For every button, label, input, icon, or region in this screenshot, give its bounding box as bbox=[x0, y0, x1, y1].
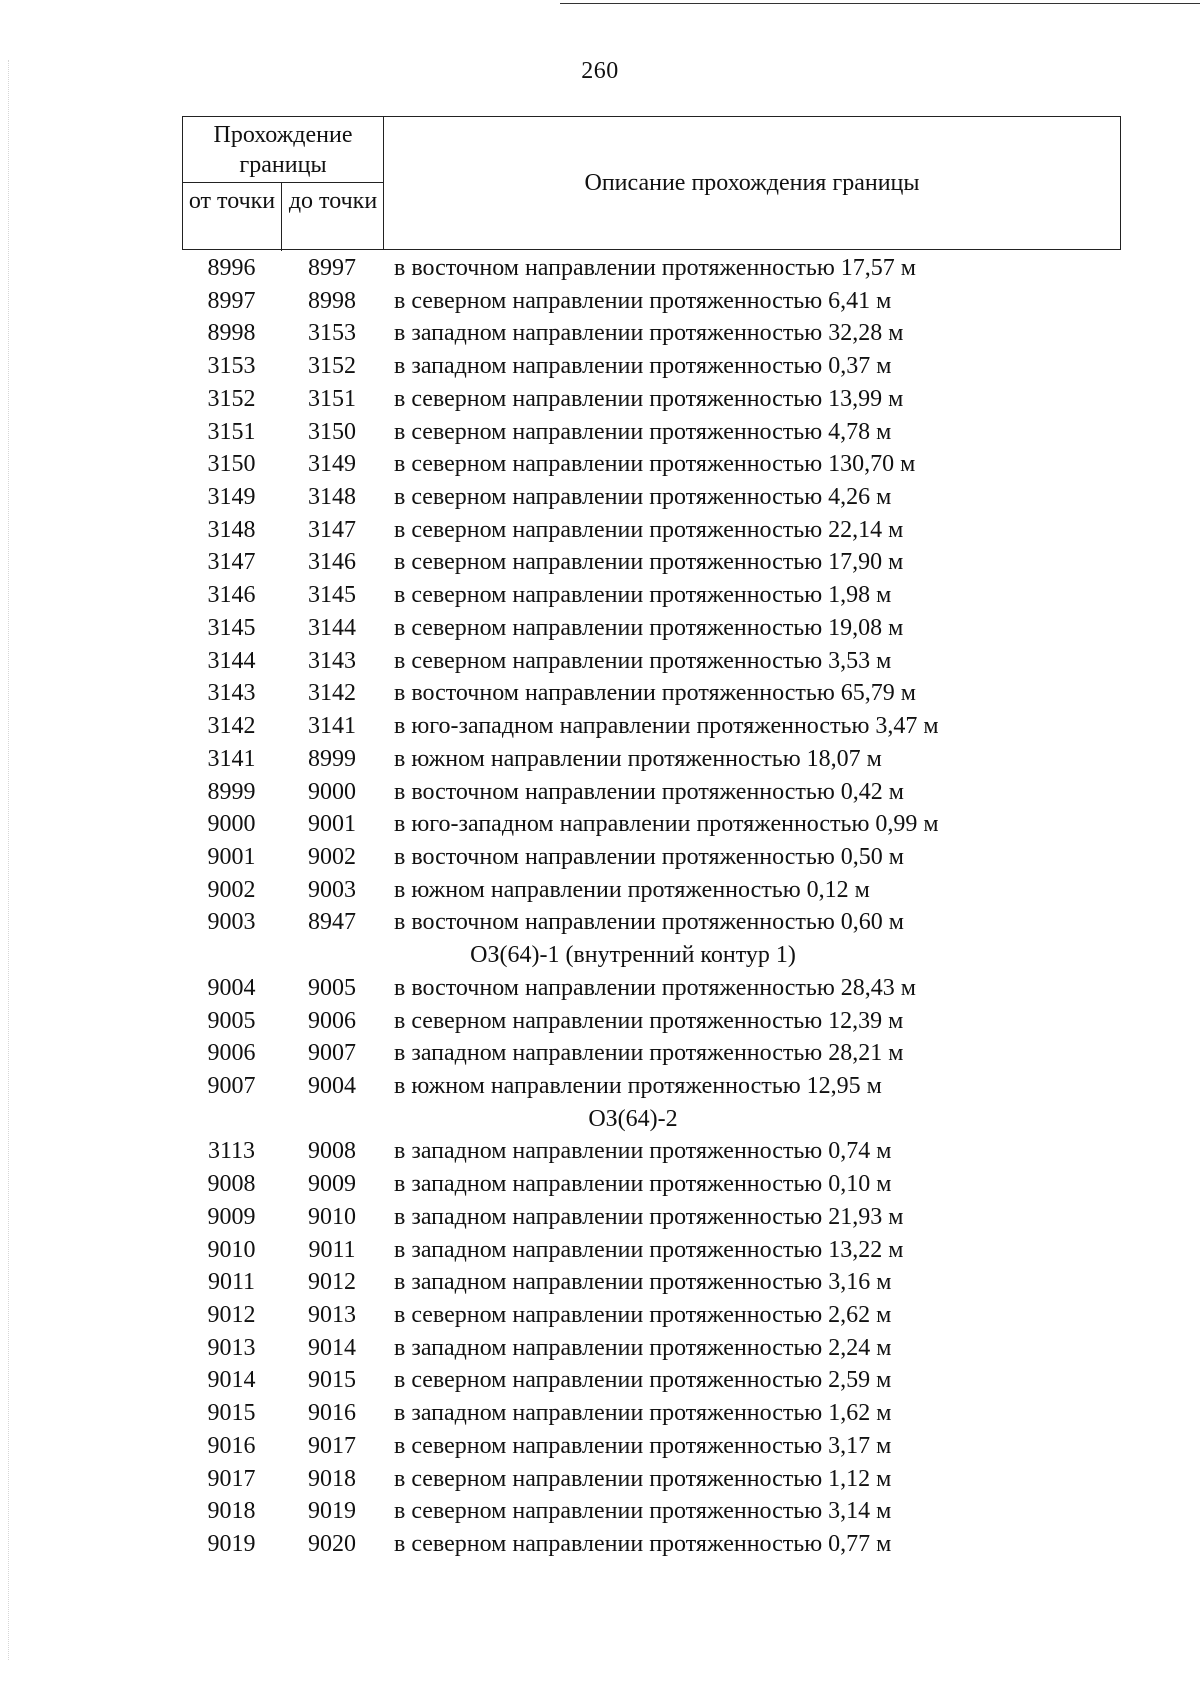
table-row bbox=[0, 1201, 1200, 1234]
to-point-cell: 3143 bbox=[308, 647, 356, 674]
table-row bbox=[0, 252, 1200, 285]
to-point-cell: 9019 bbox=[308, 1498, 356, 1525]
from-point-cell: 3148 bbox=[207, 516, 256, 543]
table-row bbox=[0, 1463, 1200, 1496]
section-title: ОЗ(64)-1 (внутренний контур 1) bbox=[470, 942, 796, 969]
description-cell: в северном направлении протяженностью 4,26 м bbox=[394, 484, 892, 511]
table-row bbox=[0, 645, 1200, 678]
table-row bbox=[0, 743, 1200, 776]
header-from-point: от точки bbox=[183, 183, 282, 251]
description-cell: в западном направлении протяженностью 2,24 м bbox=[394, 1334, 892, 1361]
table-row bbox=[0, 1397, 1200, 1430]
table-row bbox=[0, 1135, 1200, 1168]
to-point-cell: 9008 bbox=[308, 1138, 356, 1165]
to-point-cell: 3147 bbox=[308, 516, 356, 543]
from-point-cell: 3146 bbox=[207, 582, 256, 609]
table-row bbox=[0, 317, 1200, 350]
description-cell: в южном направлении протяженностью 18,07 м bbox=[394, 745, 882, 772]
from-point-cell: 3149 bbox=[207, 484, 256, 511]
table-row bbox=[0, 350, 1200, 383]
to-point-cell: 9013 bbox=[308, 1302, 356, 1328]
description-cell: в западном направлении протяженностью 1,62 м bbox=[394, 1400, 892, 1427]
to-point-cell: 3151 bbox=[308, 385, 356, 412]
description-cell: в восточном направлении протяженностью 17,57 м bbox=[394, 255, 916, 281]
from-point-cell: 9014 bbox=[207, 1367, 256, 1394]
table-row bbox=[0, 1528, 1200, 1561]
to-point-cell: 9016 bbox=[308, 1400, 356, 1427]
table-row bbox=[0, 383, 1200, 416]
table-row bbox=[0, 841, 1200, 874]
description-cell: в восточном направлении протяженностью 0,60 м bbox=[394, 909, 904, 936]
to-point-cell: 9002 bbox=[308, 843, 356, 870]
table-row bbox=[0, 972, 1200, 1005]
table-row bbox=[0, 808, 1200, 841]
to-point-cell: 3142 bbox=[308, 680, 356, 707]
from-point-cell: 9018 bbox=[207, 1498, 256, 1525]
description-cell: в восточном направлении протяженностью 0,50 м bbox=[394, 843, 904, 870]
from-point-cell: 3150 bbox=[207, 451, 256, 478]
from-point-cell: 9009 bbox=[207, 1203, 256, 1230]
to-point-cell: 8998 bbox=[308, 287, 356, 314]
to-point-cell: 9018 bbox=[308, 1465, 356, 1492]
from-point-cell: 3142 bbox=[207, 713, 256, 740]
description-cell: в южном направлении протяженностью 0,12 м bbox=[394, 876, 870, 903]
to-point-cell: 3144 bbox=[308, 614, 356, 641]
description-cell: в северном направлении протяженностью 3,53 м bbox=[394, 647, 892, 674]
from-point-cell: 9012 bbox=[207, 1302, 256, 1328]
from-point-cell: 9006 bbox=[207, 1040, 256, 1067]
table-row bbox=[0, 1299, 1200, 1332]
to-point-cell: 9006 bbox=[308, 1007, 356, 1034]
from-point-cell: 9017 bbox=[207, 1465, 256, 1492]
from-point-cell: 9002 bbox=[207, 876, 256, 903]
description-cell: в северном направлении протяженностью 22,14 м bbox=[394, 516, 904, 543]
from-point-cell: 3153 bbox=[207, 353, 256, 380]
table-row bbox=[0, 612, 1200, 645]
to-point-cell: 9012 bbox=[308, 1269, 356, 1296]
table-row bbox=[0, 1430, 1200, 1463]
table-row bbox=[0, 1037, 1200, 1070]
to-point-cell: 9007 bbox=[308, 1040, 356, 1067]
header-passage-label: Прохождение границы bbox=[183, 117, 383, 183]
table-row bbox=[0, 514, 1200, 547]
description-cell: в восточном направлении протяженностью 28,43 м bbox=[394, 974, 916, 1001]
description-cell: в западном направлении протяженностью 0,74 м bbox=[394, 1138, 892, 1165]
to-point-cell: 9001 bbox=[308, 811, 356, 838]
from-point-cell: 3145 bbox=[207, 614, 256, 641]
description-cell: в северном направлении протяженностью 2,59 м bbox=[394, 1367, 892, 1394]
from-point-cell: 3151 bbox=[207, 418, 256, 445]
to-point-cell: 8947 bbox=[308, 909, 356, 936]
section-heading-row bbox=[0, 939, 1200, 972]
from-point-cell: 3147 bbox=[207, 549, 256, 576]
from-point-cell: 9013 bbox=[207, 1334, 256, 1361]
boundary-table-body bbox=[0, 252, 1200, 1561]
table-row bbox=[0, 1168, 1200, 1201]
from-point-cell: 9007 bbox=[207, 1072, 256, 1099]
table-row bbox=[0, 677, 1200, 710]
to-point-cell: 3145 bbox=[308, 582, 356, 609]
description-cell: в северном направлении протяженностью 12,39 м bbox=[394, 1007, 904, 1034]
page-number: 260 bbox=[581, 58, 619, 84]
description-cell: в северном направлении протяженностью 2,62 м bbox=[394, 1302, 892, 1328]
table-row bbox=[0, 1364, 1200, 1397]
description-cell: в северном направлении протяженностью 3,17 м bbox=[394, 1432, 892, 1459]
to-point-cell: 3149 bbox=[308, 451, 356, 478]
to-point-cell: 9010 bbox=[308, 1203, 356, 1230]
table-header bbox=[182, 116, 1121, 250]
table-row bbox=[0, 710, 1200, 743]
from-point-cell: 9008 bbox=[207, 1171, 256, 1198]
table-row bbox=[0, 285, 1200, 318]
to-point-cell: 3152 bbox=[308, 353, 356, 380]
description-cell: в западном направлении протяженностью 0,10 м bbox=[394, 1171, 892, 1198]
from-point-cell: 3152 bbox=[207, 385, 256, 412]
table-row bbox=[0, 448, 1200, 481]
from-point-cell: 9000 bbox=[207, 811, 256, 838]
description-cell: в западном направлении протяженностью 21,93 м bbox=[394, 1203, 904, 1230]
description-cell: в западном направлении протяженностью 0,37 м bbox=[394, 353, 892, 380]
from-point-cell: 9001 bbox=[207, 843, 256, 870]
description-cell: в юго-западном направлении протяженностью 3,47 м bbox=[394, 713, 939, 740]
to-point-cell: 9003 bbox=[308, 876, 356, 903]
from-point-cell: 8996 bbox=[207, 255, 256, 281]
description-cell: в северном направлении протяженностью 17,90 м bbox=[394, 549, 904, 576]
section-heading-row bbox=[0, 1103, 1200, 1136]
from-point-cell: 3143 bbox=[207, 680, 256, 707]
from-point-cell: 9004 bbox=[207, 974, 256, 1001]
from-point-cell: 9016 bbox=[207, 1432, 256, 1459]
from-point-cell: 3113 bbox=[207, 1138, 256, 1165]
to-point-cell: 9009 bbox=[308, 1171, 356, 1198]
to-point-cell: 3153 bbox=[308, 320, 356, 347]
table-row bbox=[0, 776, 1200, 809]
scan-top-rule bbox=[560, 3, 1200, 4]
to-point-cell: 9005 bbox=[308, 974, 356, 1001]
table-row bbox=[0, 1070, 1200, 1103]
description-cell: в северном направлении протяженностью 1,12 м bbox=[394, 1465, 892, 1492]
table-row bbox=[0, 416, 1200, 449]
table-row bbox=[0, 874, 1200, 907]
section-title: ОЗ(64)-2 bbox=[588, 1105, 678, 1132]
description-cell: в северном направлении протяженностью 19,08 м bbox=[394, 614, 904, 641]
table-row bbox=[0, 1005, 1200, 1038]
from-point-cell: 3141 bbox=[207, 745, 256, 772]
description-cell: в восточном направлении протяженностью 0,42 м bbox=[394, 778, 904, 805]
to-point-cell: 9020 bbox=[308, 1531, 356, 1558]
description-cell: в западном направлении протяженностью 3,16 м bbox=[394, 1269, 892, 1296]
to-point-cell: 3148 bbox=[308, 484, 356, 511]
table-row bbox=[0, 906, 1200, 939]
table-row bbox=[0, 481, 1200, 514]
description-cell: в западном направлении протяженностью 28,21 м bbox=[394, 1040, 904, 1067]
from-point-cell: 9010 bbox=[207, 1236, 256, 1263]
to-point-cell: 3141 bbox=[308, 713, 356, 740]
from-point-cell: 9003 bbox=[207, 909, 256, 936]
description-cell: в северном направлении протяженностью 3,14 м bbox=[394, 1498, 892, 1525]
description-cell: в северном направлении протяженностью 1,98 м bbox=[394, 582, 892, 609]
to-point-cell: 9014 bbox=[308, 1334, 356, 1361]
table-row bbox=[0, 1495, 1200, 1528]
header-description: Описание прохождения границы bbox=[584, 169, 920, 196]
to-point-cell: 8999 bbox=[308, 745, 356, 772]
description-cell: в южном направлении протяженностью 12,95 м bbox=[394, 1072, 882, 1099]
header-to-point: до точки bbox=[288, 188, 378, 214]
table-row bbox=[0, 1234, 1200, 1267]
from-point-cell: 8997 bbox=[207, 287, 256, 314]
description-cell: в западном направлении протяженностью 13,22 м bbox=[394, 1236, 904, 1263]
description-cell: в восточном направлении протяженностью 65,79 м bbox=[394, 680, 916, 707]
to-point-cell: 9015 bbox=[308, 1367, 356, 1394]
description-cell: в западном направлении протяженностью 32,28 м bbox=[394, 320, 904, 347]
description-cell: в северном направлении протяженностью 13,99 м bbox=[394, 385, 904, 412]
description-cell: в северном направлении протяженностью 4,78 м bbox=[394, 418, 892, 445]
to-point-cell: 9017 bbox=[308, 1432, 356, 1459]
to-point-cell: 9004 bbox=[308, 1072, 356, 1099]
from-point-cell: 9005 bbox=[207, 1007, 256, 1034]
to-point-cell: 9000 bbox=[308, 778, 356, 805]
table-row bbox=[0, 1332, 1200, 1365]
header-passage-group bbox=[183, 117, 384, 249]
description-cell: в северном направлении протяженностью 6,41 м bbox=[394, 287, 892, 314]
description-cell: в северном направлении протяженностью 130,70 м bbox=[394, 451, 916, 478]
description-cell: в северном направлении протяженностью 0,77 м bbox=[394, 1531, 892, 1558]
to-point-cell: 3146 bbox=[308, 549, 356, 576]
from-point-cell: 8998 bbox=[207, 320, 256, 347]
from-point-cell: 9015 bbox=[207, 1400, 256, 1427]
table-row bbox=[0, 1266, 1200, 1299]
to-point-cell: 8997 bbox=[308, 255, 356, 281]
from-point-cell: 3144 bbox=[207, 647, 256, 674]
to-point-cell: 9011 bbox=[308, 1236, 356, 1263]
from-point-cell: 9019 bbox=[207, 1531, 256, 1558]
to-point-cell: 3150 bbox=[308, 418, 356, 445]
from-point-cell: 8999 bbox=[207, 778, 256, 805]
description-cell: в юго-западном направлении протяженностью 0,99 м bbox=[394, 811, 939, 838]
from-point-cell: 9011 bbox=[207, 1269, 256, 1296]
table-row bbox=[0, 546, 1200, 579]
table-row bbox=[0, 579, 1200, 612]
